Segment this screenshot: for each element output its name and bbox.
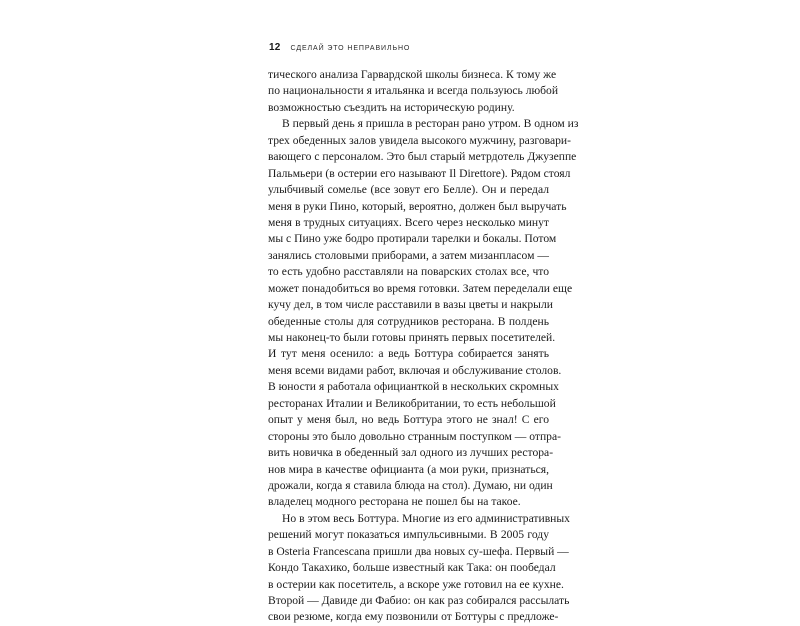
- text-line: обеденные столы для сотрудников ресторана. В полдень: [268, 314, 549, 328]
- text-line: В юности я работала официанткой в нескольких скромных: [268, 380, 559, 394]
- text-line: меня всеми видами работ, включая и обслуживание столов.: [268, 363, 562, 377]
- text-line: меня в руки Пино, который, вероятно, должен был выручать: [268, 199, 567, 213]
- text-line: тического анализа Гарвардской школы бизнеса. К тому же: [268, 68, 557, 81]
- body-text: [268, 67, 579, 626]
- text-line: мы наконец-то были готовы принять первых посетителей.: [268, 331, 556, 344]
- text-line: стороны это было довольно странным поступком — отпра-: [268, 429, 561, 443]
- text-line: нов мира в качестве официанта (а мои руки, признаться,: [268, 462, 549, 476]
- paragraph: [268, 67, 559, 116]
- text-line: Пальмьери (в остерии его называют Il Direttore). Рядом стоял: [268, 166, 571, 180]
- text-line: возможностью съездить на историческую родину.: [268, 100, 515, 114]
- text-line: меня в трудных ситуациях. Всего через несколько минут: [268, 215, 549, 229]
- text-line: то есть удобно расставляли на поварских столах все, что: [268, 265, 549, 279]
- text-line: ресторанах Италии и Великобритании, то есть небольшой: [268, 396, 556, 410]
- text-line: вить новичка в обеденный зал одного из лучших рестора-: [268, 446, 554, 460]
- text-line: В первый день я пришла в ресторан рано утром. В одном из: [282, 117, 579, 131]
- page-number: 12: [269, 42, 281, 53]
- text-line: мы с Пино уже бодро протирали тарелки и бокалы. Потом: [268, 232, 557, 246]
- paragraph: [268, 511, 570, 626]
- paragraph: [268, 116, 579, 511]
- text-line: решений могут показаться импульсивными. В 2005 году: [268, 528, 549, 542]
- text-line: вающего с персоналом. Это был старый метрдотель Джузеппе: [268, 150, 577, 164]
- text-line: дрожали, когда я ставила блюда на стол). Думаю, ни один: [268, 478, 553, 492]
- text-line: может понадобиться во время готовки. Затем переделали еще: [268, 281, 573, 295]
- text-line: по национальности я итальянка и всегда пользуюсь любой: [268, 84, 559, 98]
- text-line: Но в этом весь Боттура. Многие из его административных: [282, 511, 570, 525]
- text-line: свои резюме, когда ему позвонили от Боттуры с предложе-: [268, 610, 559, 624]
- text-line: в Osteria Francescana пришли два новых су-шефа. Первый —: [268, 544, 569, 558]
- text-line: Второй — Давиде ди Фабио: он как раз собирался рассылать: [268, 594, 570, 607]
- text-line: трех обеденных залов увидела высокого мужчину, разговари-: [268, 133, 571, 147]
- text-line: в остерии как посетитель, а вскоре уже готовил на ее кухне.: [268, 577, 564, 591]
- text-line: занялись столовыми приборами, а затем мизанпласом —: [268, 248, 549, 262]
- text-line: кучу дел, в том числе расставили в вазы цветы и накрыли: [268, 298, 553, 312]
- running-head: [269, 42, 410, 53]
- running-title: СДЕЛАЙ ЭТО НЕПРАВИЛЬНО: [290, 45, 411, 52]
- text-line: опыт у меня был, но ведь Боттура этого не знал! С его: [268, 413, 549, 427]
- text-line: Кондо Такахико, больше известный как Така: он пообедал: [268, 561, 556, 575]
- text-line: улыбчивый сомелье (все зовут его Белле). Он и передал: [268, 183, 549, 197]
- text-line: владелец модного ресторана не пошел бы на такое.: [268, 495, 521, 509]
- text-line: И тут меня осенило: а ведь Боттура собирается занять: [268, 347, 549, 361]
